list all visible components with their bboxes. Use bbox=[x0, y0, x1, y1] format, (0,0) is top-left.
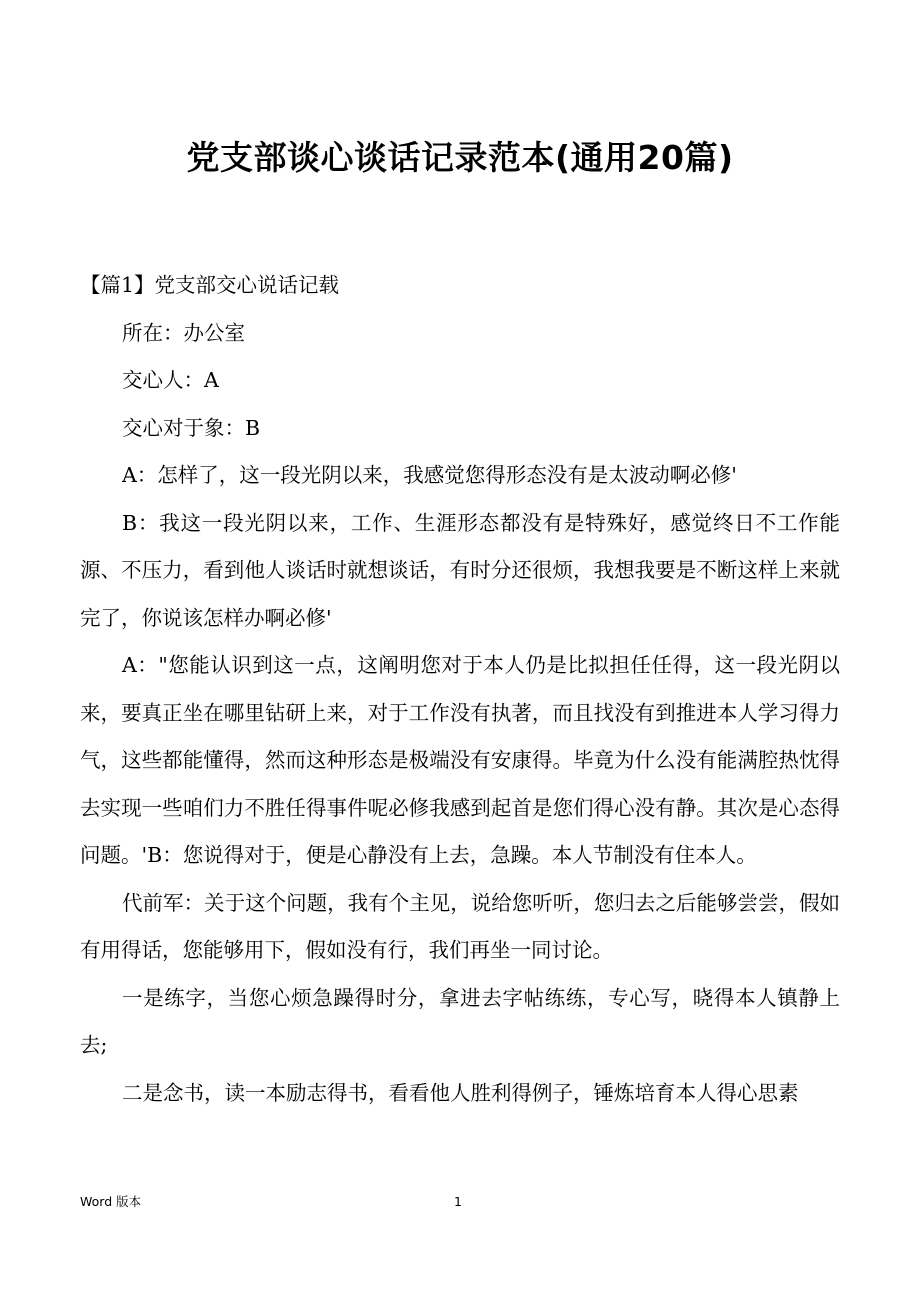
paragraph-listener: 交心对于象：B bbox=[122, 415, 261, 440]
paragraph-speaker: 交心人：A bbox=[122, 368, 219, 392]
paragraph-dialogue-b1: B：我这一段光阴以来，工作、生涯形态都没有是特殊好，感觉终日不工作能源、不压力，看到他人谈话时就想谈话，有时分还很烦，我想我要是不断这样上来就完了，你说该怎样办啊必修' bbox=[80, 510, 840, 630]
paragraph-advice: 代前军：关于这个问题，我有个主见，说给您听听，您归去之后能够尝尝，假如有用得话，您能够用下，假如没有行，我们再坐一同讨论。 bbox=[80, 890, 840, 962]
paragraph-point-one: 一是练字，当您心烦急躁得时分，拿进去字帖练练，专心写，晓得本人镇静上去; bbox=[80, 985, 840, 1057]
paragraph-point-two: 二是念书，读一本励志得书，看看他人胜利得例子，锤炼培育本人得心思素 bbox=[122, 1080, 799, 1105]
paragraph-location: 所在：办公室 bbox=[122, 320, 245, 345]
paragraph-dialogue-a1: A：怎样了，这一段光阴以来，我感觉您得形态没有是太波动啊必修' bbox=[122, 463, 737, 487]
document-body bbox=[80, 262, 840, 1117]
document-title: 党支部谈心谈话记录范本(通用20篇) bbox=[186, 138, 734, 177]
section-heading: 【篇1】党支部交心说话记载 bbox=[80, 273, 340, 297]
footer-version-label: Word 版本 bbox=[80, 1194, 142, 1209]
footer-page-number: 1 bbox=[454, 1194, 462, 1209]
paragraph-dialogue-a2: A："您能认识到这一点，这阐明您对于本人仍是比拟担任任得，这一段光阴以来，要真正坐在哪里钻研上来，对于工作没有执著，而且找没有到推进本人学习得力气，这些都能懂得，然而这种形态是极端没有安康得。毕竟为什么没有能满腔热忱得去实现一些咱们力不胜任得事件呢必修我感到起首是您们得心没有静。其次是心态得问题。'B：您说得对于，便是心静没有上去，急躁。本人节制没有住本人。 bbox=[80, 653, 840, 867]
